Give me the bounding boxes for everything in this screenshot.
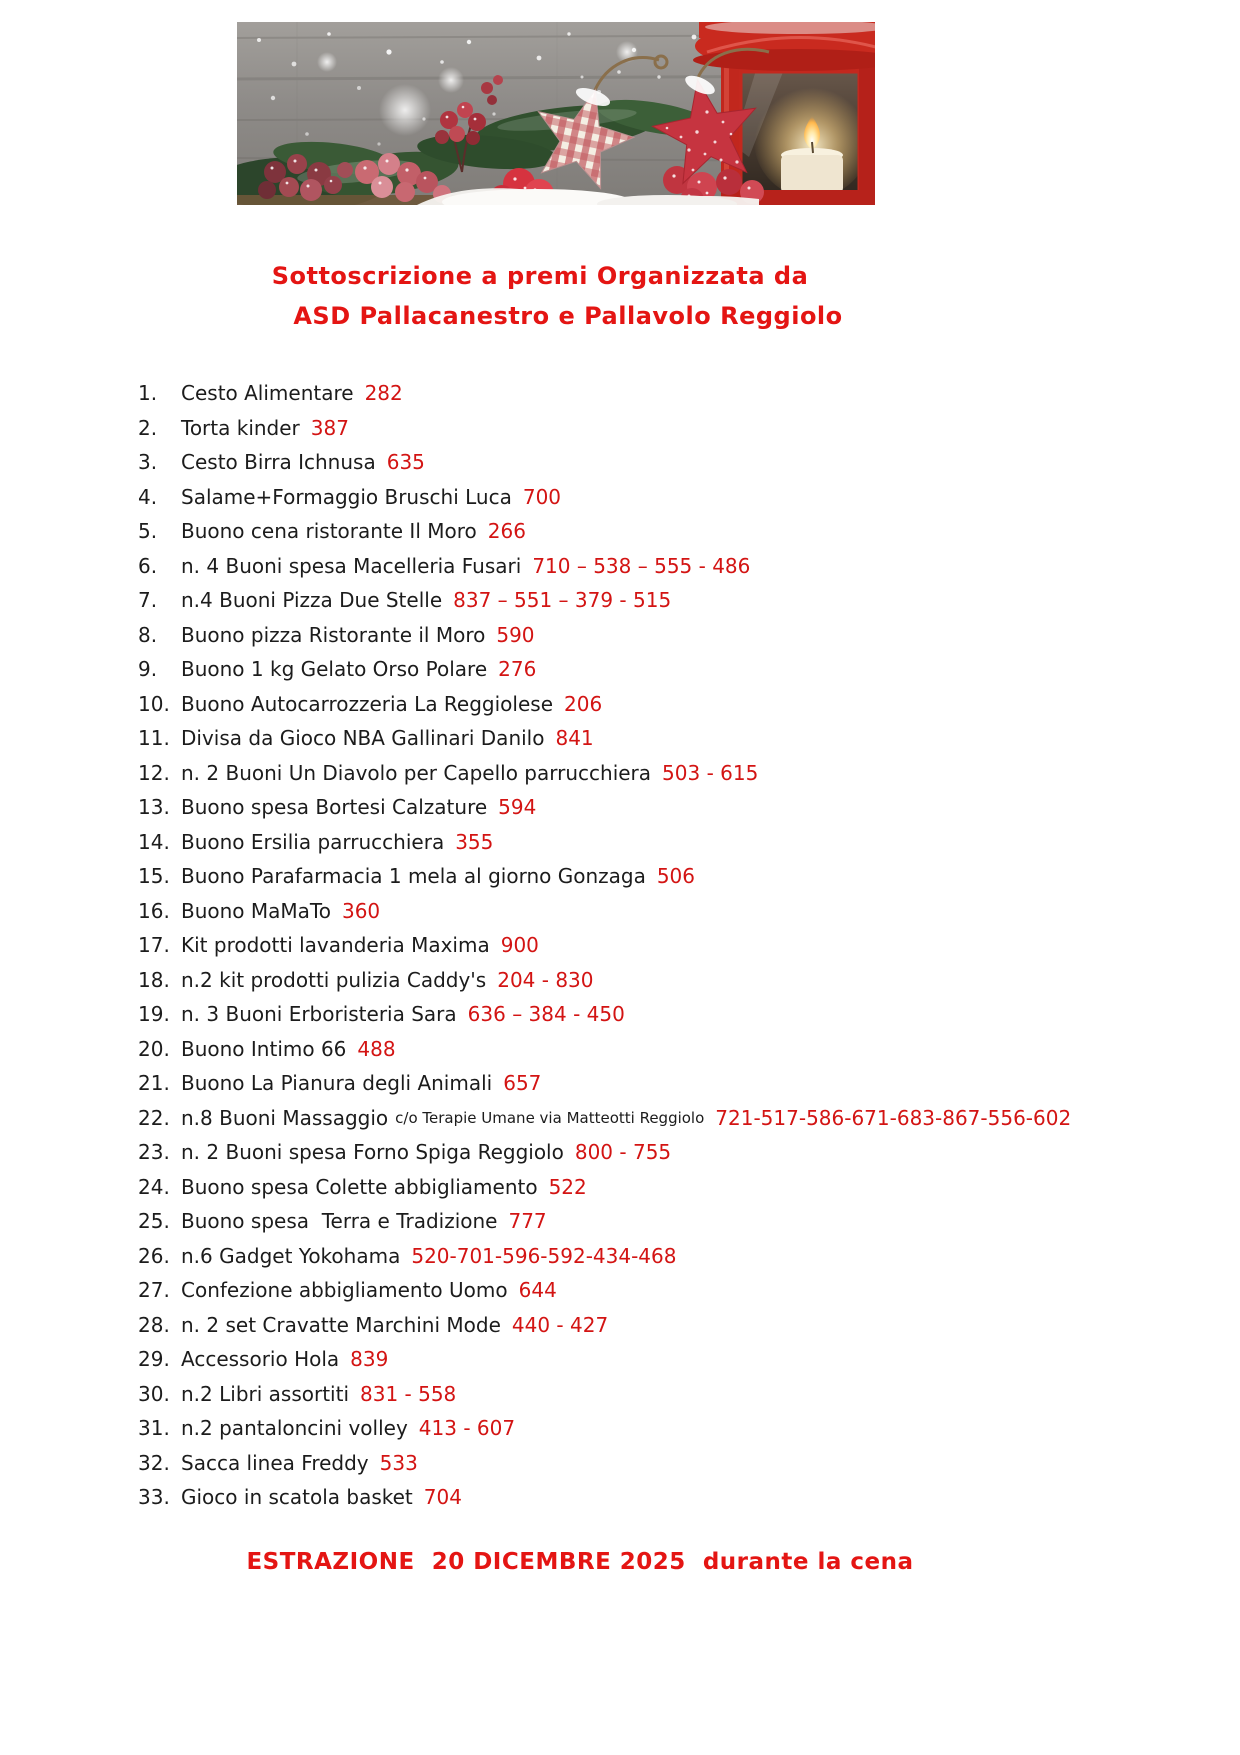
item-number: 15.	[138, 864, 170, 889]
item-number: 11.	[138, 726, 170, 751]
item-ticket-numbers: 533	[379, 1450, 418, 1475]
item-ticket-numbers: 440 - 427	[511, 1312, 609, 1337]
item-label: Cesto Alimentare	[181, 381, 354, 406]
item-number: 19.	[138, 1002, 170, 1027]
item-ticket-numbers: 520-701-596-592-434-468	[411, 1243, 677, 1268]
item-ticket-numbers: 704	[423, 1485, 462, 1510]
item-ticket-numbers: 360	[341, 898, 381, 923]
item-ticket-numbers: 590	[496, 622, 535, 647]
list-item	[138, 1066, 1071, 1101]
item-number: 30.	[138, 1381, 170, 1406]
item-number: 32.	[138, 1450, 170, 1475]
item-ticket-numbers: 387	[310, 415, 349, 440]
item-label: n.6 Gadget Yokohama	[181, 1243, 401, 1268]
list-item	[138, 1446, 1071, 1481]
item-label: Cesto Birra Ichnusa	[181, 450, 376, 475]
list-item	[138, 928, 1071, 963]
list-item	[138, 445, 1071, 480]
list-item	[138, 1377, 1071, 1412]
list-item	[138, 894, 1071, 929]
item-label: Divisa da Gioco NBA Gallinari Danilo	[181, 726, 545, 751]
item-number: 10.	[138, 691, 170, 716]
item-ticket-numbers: 700	[522, 484, 562, 509]
christmas-header-image	[237, 22, 875, 205]
item-label: n. 3 Buoni Erboristeria Sara	[181, 1002, 457, 1027]
extraction-footer: ESTRAZIONE 20 DICEMBRE 2025 durante la cena	[246, 1549, 914, 1575]
item-number: 29.	[138, 1347, 170, 1372]
list-item	[138, 1101, 1071, 1136]
item-label: n. 2 set Cravatte Marchini Mode	[181, 1312, 501, 1337]
item-ticket-numbers: 355	[455, 829, 494, 854]
item-ticket-numbers: 900	[500, 933, 539, 958]
item-label: Buono pizza Ristorante il Moro	[181, 622, 486, 647]
item-ticket-numbers: 710 – 538 – 555 - 486	[532, 553, 751, 578]
list-item	[138, 1480, 1071, 1515]
list-item	[138, 790, 1071, 825]
item-ticket-numbers: 503 - 615	[662, 760, 759, 785]
item-label: Buono Intimo 66	[181, 1036, 347, 1061]
item-label: n. 2 Buoni Un Diavolo per Capello parrucchiera	[181, 760, 652, 785]
item-number: 6.	[138, 553, 158, 578]
item-number: 26.	[138, 1243, 170, 1268]
list-item	[138, 687, 1071, 722]
item-number: 2.	[138, 415, 158, 440]
item-ticket-numbers: 644	[518, 1278, 557, 1303]
item-number: 28.	[138, 1312, 170, 1337]
item-label: Buono spesa Colette abbigliamento	[181, 1174, 538, 1199]
item-ticket-numbers: 839	[350, 1347, 389, 1372]
item-label: n.2 pantaloncini volley	[181, 1416, 408, 1441]
item-number: 33.	[138, 1485, 170, 1510]
item-label: Kit prodotti lavanderia Maxima	[181, 933, 490, 958]
item-label: Salame+Formaggio Bruschi Luca	[181, 484, 512, 509]
item-label: Buono La Pianura degli Animali	[181, 1071, 493, 1096]
list-item	[138, 1239, 1071, 1274]
item-ticket-numbers: 800 - 755	[574, 1140, 672, 1165]
item-sublabel: c/o Terapie Umane via Matteotti Reggiolo	[395, 1108, 705, 1127]
item-label: Torta kinder	[181, 415, 300, 440]
item-label: Buono spesa Bortesi Calzature	[181, 795, 488, 820]
list-item	[138, 825, 1071, 860]
item-number: 20.	[138, 1036, 170, 1061]
item-label: Accessorio Hola	[181, 1347, 340, 1372]
item-number: 23.	[138, 1140, 170, 1165]
item-ticket-numbers: 204 - 830	[497, 967, 594, 992]
page-title	[150, 256, 930, 336]
item-number: 25.	[138, 1209, 170, 1234]
item-ticket-numbers: 413 - 607	[418, 1416, 516, 1441]
item-number: 22.	[138, 1105, 170, 1130]
title-line-2: ASD Pallacanestro e Pallavolo Reggiolo	[293, 302, 843, 330]
item-ticket-numbers: 522	[548, 1174, 587, 1199]
item-number: 18.	[138, 967, 170, 992]
item-ticket-numbers: 636 – 384 - 450	[467, 1002, 625, 1027]
item-number: 1.	[138, 381, 158, 406]
item-label: n. 4 Buoni spesa Macelleria Fusari	[181, 553, 522, 578]
item-ticket-numbers: 635	[386, 450, 425, 475]
item-number: 12.	[138, 760, 170, 785]
list-item	[138, 411, 1071, 446]
list-item	[138, 618, 1071, 653]
list-item	[138, 859, 1071, 894]
list-item	[138, 1308, 1071, 1343]
list-item	[138, 721, 1071, 756]
list-item	[138, 1204, 1071, 1239]
title-line-1: Sottoscrizione a premi Organizzata da	[271, 262, 809, 290]
item-ticket-numbers: 594	[498, 795, 537, 820]
item-ticket-numbers: 837 – 551 – 379 - 515	[453, 588, 672, 613]
list-item	[138, 1170, 1071, 1205]
item-number: 4.	[138, 484, 158, 509]
item-ticket-numbers: 777	[508, 1209, 547, 1234]
item-label: Buono Parafarmacia 1 mela al giorno Gonzaga	[181, 864, 646, 889]
item-ticket-numbers: 841	[555, 726, 594, 751]
item-number: 17.	[138, 933, 170, 958]
list-item	[138, 1032, 1071, 1067]
list-item	[138, 1135, 1071, 1170]
item-label: n.2 kit prodotti pulizia Caddy's	[181, 967, 487, 992]
item-ticket-numbers: 721-517-586-671-683-867-556-602	[715, 1105, 1072, 1130]
item-label: Buono Autocarrozzeria La Reggiolese	[181, 691, 554, 716]
list-item	[138, 549, 1071, 584]
item-ticket-numbers: 657	[503, 1071, 542, 1096]
tea-light-candle	[781, 155, 843, 193]
item-label: n.4 Buoni Pizza Due Stelle	[181, 588, 443, 613]
item-label: n.2 Libri assortiti	[181, 1381, 349, 1406]
item-ticket-numbers: 276	[498, 657, 537, 682]
list-item	[138, 756, 1071, 791]
item-ticket-numbers: 282	[364, 381, 403, 406]
item-ticket-numbers: 831 - 558	[360, 1381, 457, 1406]
item-number: 7.	[138, 588, 158, 613]
item-label: Buono MaMaTo	[181, 898, 331, 923]
item-ticket-numbers: 266	[487, 519, 526, 544]
list-item	[138, 1273, 1071, 1308]
item-number: 3.	[138, 450, 158, 475]
item-label: n.8 Buoni Massaggio	[181, 1105, 389, 1130]
item-ticket-numbers: 206	[564, 691, 603, 716]
list-item	[138, 652, 1071, 687]
item-number: 27.	[138, 1278, 170, 1303]
prize-list	[138, 376, 1071, 1515]
item-number: 9.	[138, 657, 158, 682]
item-number: 5.	[138, 519, 158, 544]
list-item	[138, 963, 1071, 998]
list-item	[138, 1342, 1071, 1377]
list-item	[138, 1411, 1071, 1446]
list-item	[138, 480, 1071, 515]
item-number: 31.	[138, 1416, 170, 1441]
item-label: n. 2 Buoni spesa Forno Spiga Reggiolo	[181, 1140, 564, 1165]
item-label: Buono 1 kg Gelato Orso Polare	[181, 657, 488, 682]
item-label: Buono Ersilia parrucchiera	[181, 829, 445, 854]
item-label: Sacca linea Freddy	[181, 1450, 369, 1475]
item-number: 16.	[138, 898, 170, 923]
item-label: Buono spesa Terra e Tradizione	[181, 1209, 498, 1234]
list-item	[138, 583, 1071, 618]
item-label: Buono cena ristorante Il Moro	[181, 519, 477, 544]
list-item	[138, 997, 1071, 1032]
item-number: 21.	[138, 1071, 170, 1096]
list-item	[138, 514, 1071, 549]
item-label: Confezione abbigliamento Uomo	[181, 1278, 508, 1303]
item-number: 8.	[138, 622, 158, 647]
item-number: 13.	[138, 795, 170, 820]
item-number: 14.	[138, 829, 170, 854]
item-label: Gioco in scatola basket	[181, 1485, 413, 1510]
item-number: 24.	[138, 1174, 170, 1199]
item-ticket-numbers: 488	[357, 1036, 396, 1061]
item-ticket-numbers: 506	[656, 864, 696, 889]
list-item	[138, 376, 1071, 411]
